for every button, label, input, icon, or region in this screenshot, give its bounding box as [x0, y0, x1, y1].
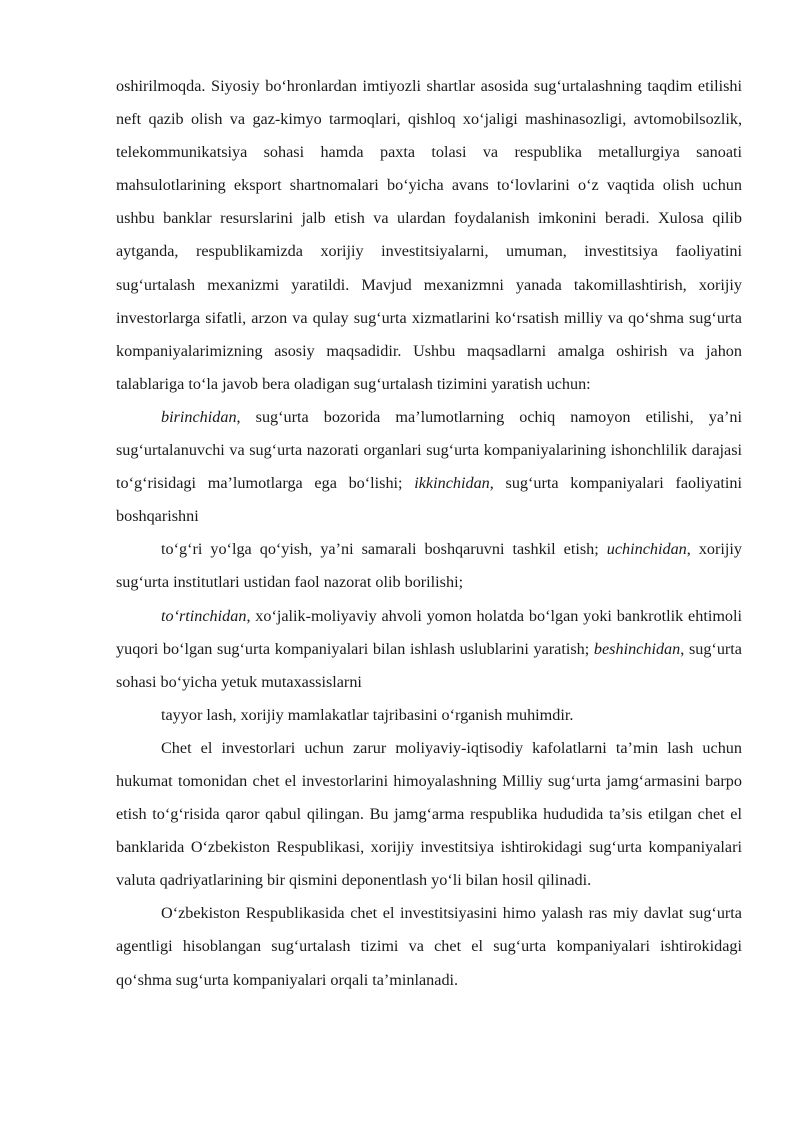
paragraph-text: , sug‘urta bozorida ma’lumotlarning ochiq namoyon etilishi, ya’ni sug‘urtalanuvchi va sug‘urta nazorati organlari sug‘urta kompaniyalarining ishonchlilik darajasi to‘g‘risidagi ma’lumotlarga ega bo‘lishi;: [116, 407, 742, 493]
paragraph-text: tayyor lash, xorijiy mamlakatlar tajribasini o‘rganish muhimdir.: [161, 705, 574, 724]
paragraph-text: to‘g‘ri yo‘lga qo‘yish, ya’ni samarali boshqaruvni tashkil etish;: [161, 540, 607, 559]
paragraph-ozbekiston: [116, 897, 742, 996]
paragraph-text: , xo‘jalik-moliyaviy ahvoli yomon holatda bo‘lgan yoki bankrotlik ehtimoli yuqori bo‘lgan sug‘urta kompaniyalari bilan ishlash uslublarini yaratish;: [116, 606, 742, 658]
italic-term-tortinchidan: to‘rtinchidan: [161, 606, 247, 625]
paragraph-tortinchidan: [116, 600, 742, 699]
paragraph-text: , sug‘urta sohasi bo‘yicha yetuk mutaxassislarni: [116, 639, 742, 691]
paragraph-tayyorlash: [116, 699, 742, 732]
italic-term-ikkinchidan: ikkinchidan: [414, 474, 490, 493]
paragraph-text: , xorijiy sug‘urta institutlari ustidan faol nazorat olib borilishi;: [116, 540, 743, 592]
paragraph-text: O‘zbekiston Respublikasida chet el investitsiyasini himo yalash ras miy davlat sug‘urta agentligi hisoblangan sug‘urtalash tizimi va chet el sug‘urta kompaniyalari ishtirokidagi qo‘shma sug‘urta kompaniyalari orqali ta’minlanadi.: [116, 904, 742, 989]
italic-term-uchinchidan: uchinchidan: [606, 540, 687, 559]
paragraph-uchinchidan: [116, 533, 742, 599]
italic-term-birinchidan: birinchidan: [161, 407, 237, 426]
paragraph-birinchidan: [116, 401, 742, 533]
paragraph-1: [116, 70, 742, 401]
italic-term-beshinchidan: beshinchidan: [593, 639, 681, 658]
paragraph-text: , sug‘urta kompaniyalari faoliyatini boshqarishni: [116, 474, 742, 526]
document-page: [116, 70, 742, 997]
paragraph-text: Chet el investorlari uchun zarur moliyaviy-iqtisodiy kafolatlarni ta’min lash uchun hukumat tomonidan chet el investorlarini himoyalashning Milliy sug‘urta jamg‘armasini barpo etish to‘g‘risida qaror qabul qilingan. Bu jamg‘arma respublika hududida ta’sis etilgan chet el banklarida O‘zbekiston Respublikasi, xorijiy investitsiya ishtirokidagi sug‘urta kompaniyalari valuta qadriyatlarining bir qismini deponentlash yo‘li bilan hosil qilinadi.: [116, 738, 742, 890]
paragraph-chet-el-investorlari: [116, 732, 742, 897]
paragraph-text: oshirilmoqda. Siyosiy bo‘hronlardan imtiyozli shartlar asosida sug‘urtalashning taqdim etilishi neft qazib olish va gaz-kimyo tarmoqlari, qishloq xo‘jaligi mashinasozligi, avtomobilsozlik, telekommunikatsiya sohasi hamda paxta tolasi va respublika metallurgiya sanoati mahsulotlarining eksport shartnomalari bo‘yicha avans to‘lovlarini o‘z vaqtida olish uchun ushbu banklar resurslarini jalb etish va ulardan foydalanish imkonini beradi. Xulosa qilib aytganda, respublikamizda xorijiy investitsiyalarni, umuman, investitsiya faoliyatini sug‘urtalash mexanizmi yaratildi. Mavjud mexanizmni yanada takomillashtirish, xorijiy investorlarga sifatli, arzon va qulay sug‘urta xizmatlarini ko‘rsatish milliy va qo‘shma sug‘urta kompaniyalarimizning asosiy maqsadidir. Ushbu maqsadlarni amalga oshirish va jahon talablariga to‘la javob bera oladigan sug‘urtalash tizimini yaratish uchun:: [116, 77, 742, 393]
